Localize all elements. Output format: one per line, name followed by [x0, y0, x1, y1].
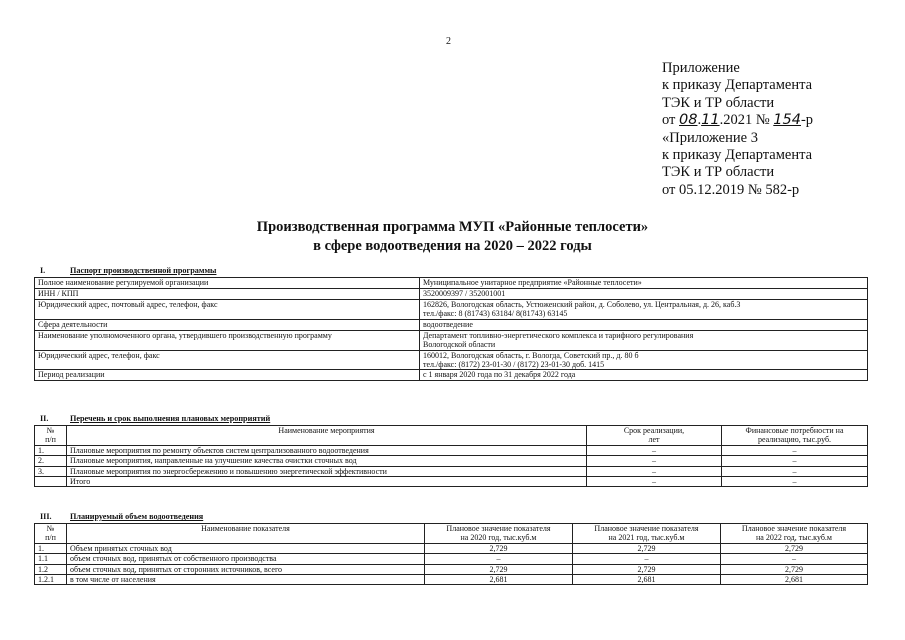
title-line-1: Производственная программа МУП «Районные теплосети» [256, 219, 649, 235]
document-title [0, 218, 905, 256]
passport-label: Наименование уполномоченного органа, утвердившего производственную программу [35, 330, 420, 350]
passport-value: 162826, Вологодская область, Устюженский район, д. Соболево, ул. Центральная, д. 26, каб.3 тел./факс: 8 (81743) 63184/ 8(81743) 63145 [420, 300, 868, 320]
header-num: № п/п [35, 426, 67, 446]
appendix-line-1: Приложение [662, 60, 740, 76]
table-row [35, 300, 868, 320]
table-row: 1.2 объем сточных вод, принятых от сторонних источников, всего 2,729 2,729 2,729 [35, 564, 868, 574]
table-row: 1.1 объем сточных вод, принятых от собственного производства – – – [35, 554, 868, 564]
passport-label: ИНН / КПП [35, 289, 420, 300]
appendix-header [662, 60, 813, 199]
measures-table [34, 425, 868, 487]
table-row-total: Итого – – [35, 477, 868, 487]
appendix-line-8: от 05.12.2019 № 582-р [662, 181, 800, 198]
passport-value: с 1 января 2020 года по 31 декабря 2022 года [420, 370, 868, 381]
header-num: № п/п [35, 524, 67, 544]
table-row: 1.2.1 в том числе от населения 2,681 2,681 2,681 [35, 575, 868, 585]
appendix-line-3: ТЭК и ТР области [662, 94, 775, 111]
header-2020: Плановое значение показателя на 2020 год, тыс.куб.м [425, 524, 573, 544]
passport-value: Департамент топливно-энергетического комплекса и тарифного регулирования Вологодской области [420, 330, 868, 350]
passport-value: водоотведение [420, 319, 868, 330]
appendix-line-6: к приказу Департамента [662, 147, 813, 164]
table-row [35, 289, 868, 300]
table-row [35, 330, 868, 350]
passport-label: Юридический адрес, телефон, факс [35, 350, 420, 370]
passport-label: Период реализации [35, 370, 420, 381]
table-row [35, 278, 868, 289]
title-line-2: в сфере водоотведения на 2020 – 2022 годы [313, 238, 592, 254]
header-2021: Плановое значение показателя на 2021 год, тыс.куб.м [573, 524, 721, 544]
header-finance: Финансовые потребности на реализацию, тыс.руб. [722, 426, 868, 446]
table-header-row [35, 426, 868, 446]
passport-label: Полное наименование регулируемой организации [35, 278, 420, 289]
table-row: 1. Объем принятых сточных вод 2,729 2,729 2,729 [35, 543, 868, 553]
header-name: Наименование мероприятия [67, 426, 587, 446]
table-row: 3. Плановые мероприятия по энергосбережению и повышению энергетической эффективности – – [35, 466, 868, 476]
appendix-line-5: «Приложение 3 [662, 129, 758, 146]
passport-label: Сфера деятельности [35, 319, 420, 330]
section-2-heading: II. Перечень и срок выполнения плановых мероприятий [40, 414, 271, 423]
appendix-line-7: ТЭК и ТР области [662, 164, 775, 181]
appendix-line-2: к приказу Департамента [662, 77, 813, 94]
passport-value: 3520009397 / 352001001 [420, 289, 868, 300]
volume-table [34, 523, 868, 585]
header-2022: Плановое значение показателя на 2022 год, тыс.куб.м [721, 524, 868, 544]
section-1-heading: I. Паспорт производственной программы [40, 266, 217, 275]
table-row: 1. Плановые мероприятия по ремонту объектов систем централизованного водоотведения – – [35, 445, 868, 455]
passport-table [34, 277, 868, 381]
table-row [35, 370, 868, 381]
header-name: Наименование показателя [67, 524, 425, 544]
header-term: Срок реализации, лет [587, 426, 722, 446]
passport-value: Муниципальное унитарное предприятие «Районные теплосети» [420, 278, 868, 289]
handwritten-month: 11 [701, 112, 720, 129]
page-number: 2 [446, 36, 451, 47]
handwritten-order-number: 154 [773, 112, 801, 129]
table-header-row [35, 524, 868, 544]
table-row [35, 350, 868, 370]
appendix-line-4: от 08.11.2021 № 154-р [662, 112, 814, 129]
table-row [35, 319, 868, 330]
handwritten-day: 08 [679, 112, 698, 129]
passport-label: Юридический адрес, почтовый адрес, телефон, факс [35, 300, 420, 320]
table-row: 2. Плановые мероприятия, направленные на улучшение качества очистки сточных вод – – [35, 456, 868, 466]
section-3-heading: III. Планируемый объем водоотведения [40, 512, 204, 521]
passport-value: 160012, Вологодская область, г. Вологда, Советский пр., д. 80 б тел./факс: (8172) 23-01-30 / (8172) 23-01-30 доб. 1415 [420, 350, 868, 370]
